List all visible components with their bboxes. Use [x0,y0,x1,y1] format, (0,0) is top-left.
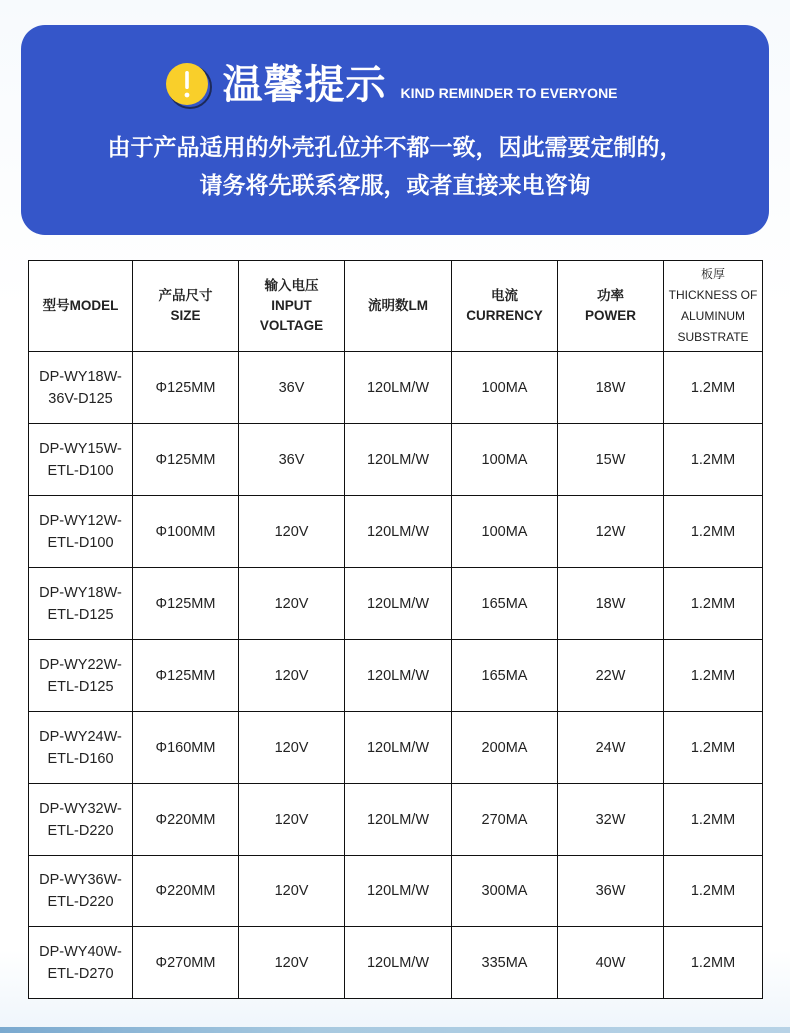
cell-size: Φ125MM [133,640,239,712]
model-line: DP-WY15W- [39,440,122,457]
cell-voltage: 120V [239,784,345,856]
header-current [452,261,558,352]
header-label: VOLTAGE [259,318,324,333]
header-label: SUBSTRATE [677,330,749,344]
spec-table [28,260,763,999]
table-row [29,640,763,712]
reminder-banner [21,25,769,235]
banner-title: 温馨提示 [222,62,387,108]
cell-voltage: 120V [239,712,345,784]
model-line: ETL-D160 [47,750,114,767]
model-line: DP-WY36W- [39,872,122,888]
cell-voltage: 120V [239,568,345,640]
header-label: SIZE [170,308,201,323]
header-label: 板厚 [700,267,725,281]
cell-lumen: 120LM/W [345,640,452,712]
exclamation-circle-icon [162,59,214,111]
cell-lumen: 120LM/W [345,927,452,999]
cell-power: 32W [558,784,664,856]
cell-lumen: 120LM/W [345,568,452,640]
model-line: ETL-D100 [47,534,114,551]
table-row [29,927,763,999]
cell-lumen: 120LM/W [345,424,452,496]
header-label: THICKNESS OF [668,288,758,302]
bottom-decor-bar [0,1027,790,1033]
header-label: CURRENCY [466,308,543,323]
cell-voltage: 120V [239,496,345,568]
cell-thickness: 1.2MM [664,424,763,496]
cell-size: Φ220MM [133,856,239,927]
cell-voltage: 120V [239,640,345,712]
model-line: DP-WY40W- [39,943,122,960]
model-line: DP-WY32W- [39,800,122,817]
cell-power: 18W [558,568,664,640]
banner-subtitle: KIND REMINDER TO EVERYONE [400,85,618,101]
cell-current: 100MA [452,496,558,568]
cell-thickness: 1.2MM [664,927,763,999]
cell-voltage: 120V [239,927,345,999]
cell-current: 200MA [452,712,558,784]
table-row [29,496,763,568]
cell-power: 22W [558,640,664,712]
cell-voltage: 120V [239,856,345,927]
cell-thickness: 1.2MM [664,784,763,856]
cell-current: 335MA [452,927,558,999]
cell-size: Φ125MM [133,424,239,496]
model-line: DP-WY18W- [39,584,122,601]
table-row [29,856,763,927]
cell-current: 270MA [452,784,558,856]
cell-lumen: 120LM/W [345,352,452,424]
model-line: ETL-D125 [47,678,114,695]
cell-size: Φ270MM [133,927,239,999]
model-line: DP-WY18W- [39,368,122,385]
header-label: 型号MODEL [42,298,119,313]
cell-power: 24W [558,712,664,784]
header-label: 流明数LM [368,298,428,313]
header-label: 功率 [597,288,624,303]
cell-power: 40W [558,927,664,999]
cell-model [29,927,133,999]
cell-thickness: 1.2MM [664,352,763,424]
cell-size: Φ100MM [133,496,239,568]
cell-power: 18W [558,352,664,424]
cell-size: Φ160MM [133,712,239,784]
cell-thickness: 1.2MM [664,568,763,640]
header-model [29,261,133,352]
model-line: ETL-D100 [47,462,114,479]
cell-size: Φ125MM [133,352,239,424]
header-label: 电流 [491,288,518,303]
banner-message-line: 由于产品适用的外壳孔位并不都一致，因此需要定制的， [107,135,683,161]
model-line: DP-WY12W- [39,512,122,529]
cell-model [29,424,133,496]
model-line: DP-WY24W- [39,728,122,745]
table-row [29,784,763,856]
header-power [558,261,664,352]
cell-lumen: 120LM/W [345,496,452,568]
cell-size: Φ220MM [133,784,239,856]
cell-thickness: 1.2MM [664,712,763,784]
banner-message [21,129,769,205]
banner-title-row [21,59,769,111]
table-row [29,352,763,424]
cell-lumen: 120LM/W [345,712,452,784]
cell-thickness: 1.2MM [664,640,763,712]
table-row [29,424,763,496]
header-input-voltage [239,261,345,352]
header-thickness [664,261,763,352]
cell-current: 100MA [452,352,558,424]
cell-model [29,856,133,927]
header-label: 输入电压 [264,278,319,293]
cell-model [29,352,133,424]
header-label: ALUMINUM [680,309,745,323]
cell-model [29,496,133,568]
cell-power: 15W [558,424,664,496]
header-label: INPUT [271,298,312,313]
header-size [133,261,239,352]
cell-current: 100MA [452,424,558,496]
cell-current: 165MA [452,640,558,712]
cell-model [29,640,133,712]
header-label: 产品尺寸 [158,288,213,303]
table-row [29,712,763,784]
cell-thickness: 1.2MM [664,496,763,568]
table-row [29,568,763,640]
header-label: POWER [584,308,636,323]
cell-power: 12W [558,496,664,568]
cell-lumen: 120LM/W [345,856,452,927]
cell-thickness: 1.2MM [664,856,763,927]
cell-current: 300MA [452,856,558,927]
cell-model [29,568,133,640]
model-line: 36V-D125 [48,390,113,407]
banner-message-line: 请务将先联系客服，或者直接来电咨询 [199,173,591,199]
model-line: ETL-D270 [47,965,114,982]
cell-current: 165MA [452,568,558,640]
model-line: ETL-D220 [47,822,114,839]
table-header-row [29,261,763,352]
cell-size: Φ125MM [133,568,239,640]
cell-voltage: 36V [239,424,345,496]
cell-model [29,712,133,784]
cell-voltage: 36V [239,352,345,424]
model-line: ETL-D220 [47,894,114,910]
header-lumen [345,261,452,352]
model-line: ETL-D125 [47,606,114,623]
model-line: DP-WY22W- [39,656,122,673]
cell-power: 36W [558,856,664,927]
cell-lumen: 120LM/W [345,784,452,856]
cell-model [29,784,133,856]
